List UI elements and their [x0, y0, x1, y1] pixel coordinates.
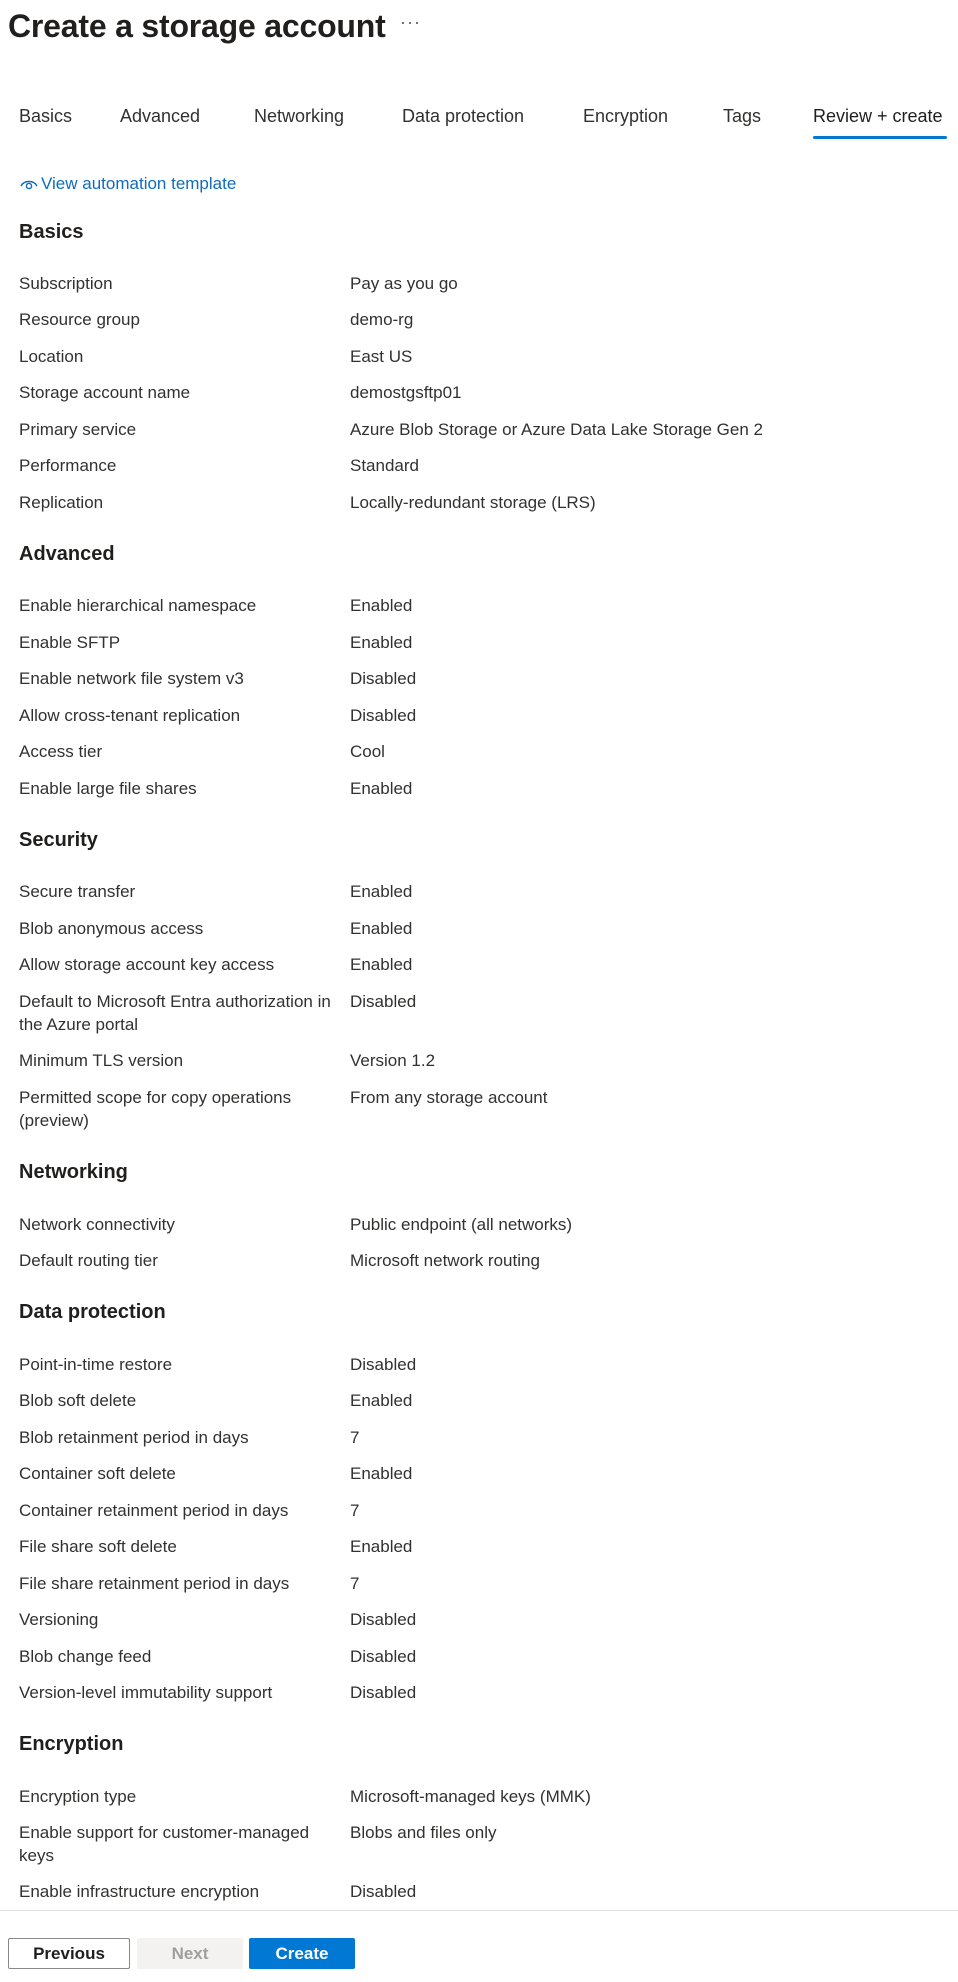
row-value: Pay as you go: [350, 274, 458, 293]
row-value: From any storage account: [350, 1088, 548, 1107]
row-label: Network connectivity: [19, 1215, 175, 1234]
row-label: File share retainment period in days: [19, 1574, 290, 1593]
section-heading-networking: Networking: [19, 1161, 128, 1183]
section-heading-advanced: Advanced: [19, 543, 115, 565]
tab-basics[interactable]: Basics: [19, 106, 73, 126]
row-label: Encryption type: [19, 1787, 137, 1806]
row-value: 7: [350, 1501, 360, 1520]
row-label: Default routing tier: [19, 1251, 158, 1270]
row-value: Disabled: [350, 669, 417, 688]
row-label: Primary service: [19, 420, 137, 439]
row-value: Enabled: [350, 1391, 413, 1410]
previous-button[interactable]: Previous: [8, 1938, 130, 1969]
row-value: Enabled: [350, 1537, 413, 1556]
row-value: Enabled: [350, 1464, 413, 1483]
row-label: Access tier: [19, 742, 103, 761]
row-value: Enabled: [350, 633, 413, 652]
title-row: [8, 6, 386, 46]
row-value: Enabled: [350, 955, 413, 974]
row-label: Location: [19, 347, 84, 366]
row-label: Blob anonymous access: [19, 919, 204, 938]
row-value: Public endpoint (all networks): [350, 1215, 573, 1234]
row-value: Blobs and files only: [350, 1823, 497, 1842]
row-value: demo-rg: [350, 310, 414, 329]
row-label: Resource group: [19, 310, 140, 329]
tab-encryption[interactable]: Encryption: [583, 106, 669, 126]
row-value: Locally-redundant storage (LRS): [350, 493, 596, 512]
row-label: Version-level immutability support: [19, 1683, 273, 1702]
section-heading-data-protection: Data protection: [19, 1301, 166, 1323]
row-label: Storage account name: [19, 383, 191, 402]
active-tab-indicator: [813, 136, 947, 139]
row-value: Enabled: [350, 779, 413, 798]
row-label: Allow cross-tenant replication: [19, 706, 241, 725]
row-value: Standard: [350, 456, 419, 475]
view-automation-template-link[interactable]: [19, 172, 236, 196]
row-label: Container soft delete: [19, 1464, 176, 1483]
row-value: Azure Blob Storage or Azure Data Lake Storage Gen 2: [350, 420, 763, 439]
tab-networking[interactable]: Networking: [254, 106, 345, 126]
row-label: Permitted scope for copy operations (preview): [19, 1088, 292, 1130]
row-label: Secure transfer: [19, 882, 136, 901]
row-label: Blob retainment period in days: [19, 1428, 249, 1447]
row-value: 7: [350, 1428, 360, 1447]
row-value: Disabled: [350, 1610, 417, 1629]
row-label: Allow storage account key access: [19, 955, 275, 974]
row-label: Enable infrastructure encryption: [19, 1882, 260, 1901]
row-label: Point-in-time restore: [19, 1355, 173, 1374]
row-label: Blob soft delete: [19, 1391, 137, 1410]
row-value: Enabled: [350, 882, 413, 901]
row-label: Container retainment period in days: [19, 1501, 289, 1520]
tab-advanced[interactable]: Advanced: [120, 106, 201, 126]
more-options-icon[interactable]: ···: [400, 12, 421, 32]
row-label: Enable hierarchical namespace: [19, 596, 257, 615]
row-label: Blob change feed: [19, 1647, 152, 1666]
page-title: Create a storage account: [8, 7, 386, 44]
row-label: Enable support for customer-managed keys: [19, 1823, 310, 1865]
section-heading-security: Security: [19, 829, 98, 851]
row-label: Performance: [19, 456, 117, 475]
row-value: Cool: [350, 742, 385, 761]
row-value: Enabled: [350, 919, 413, 938]
row-value: Disabled: [350, 1647, 417, 1666]
tab-tags[interactable]: Tags: [723, 106, 762, 126]
tab-data-protection[interactable]: Data protection: [402, 106, 525, 126]
view-automation-template-label: View automation template: [41, 174, 237, 193]
row-label: File share soft delete: [19, 1537, 177, 1556]
row-label: Default to Microsoft Entra authorization in the Azure portal: [19, 992, 331, 1034]
section-heading-basics: Basics: [19, 221, 84, 243]
row-value: Version 1.2: [350, 1051, 436, 1070]
section-heading-encryption: Encryption: [19, 1733, 124, 1755]
row-label: Enable large file shares: [19, 779, 197, 798]
tab-review-create[interactable]: Review + create: [813, 106, 943, 126]
row-label: Versioning: [19, 1610, 99, 1629]
row-value: Enabled: [350, 596, 413, 615]
row-label: Enable network file system v3: [19, 669, 244, 688]
row-value: East US: [350, 347, 413, 366]
row-value: Microsoft network routing: [350, 1251, 540, 1270]
row-value: 7: [350, 1574, 360, 1593]
row-label: Minimum TLS version: [19, 1051, 184, 1070]
eye-icon: [19, 174, 39, 194]
row-label: Subscription: [19, 274, 113, 293]
row-value: Disabled: [350, 706, 417, 725]
row-value: Microsoft-managed keys (MMK): [350, 1787, 591, 1806]
row-value: Disabled: [350, 1355, 417, 1374]
row-value: Disabled: [350, 1882, 417, 1901]
footer-action-bar: [0, 1910, 958, 1982]
row-label: Enable SFTP: [19, 633, 121, 652]
row-value: demostgsftp01: [350, 383, 462, 402]
next-button[interactable]: Next: [137, 1938, 243, 1969]
row-value: Disabled: [350, 992, 417, 1011]
create-button[interactable]: Create: [249, 1938, 355, 1969]
row-value: Disabled: [350, 1683, 417, 1702]
row-label: Replication: [19, 493, 104, 512]
